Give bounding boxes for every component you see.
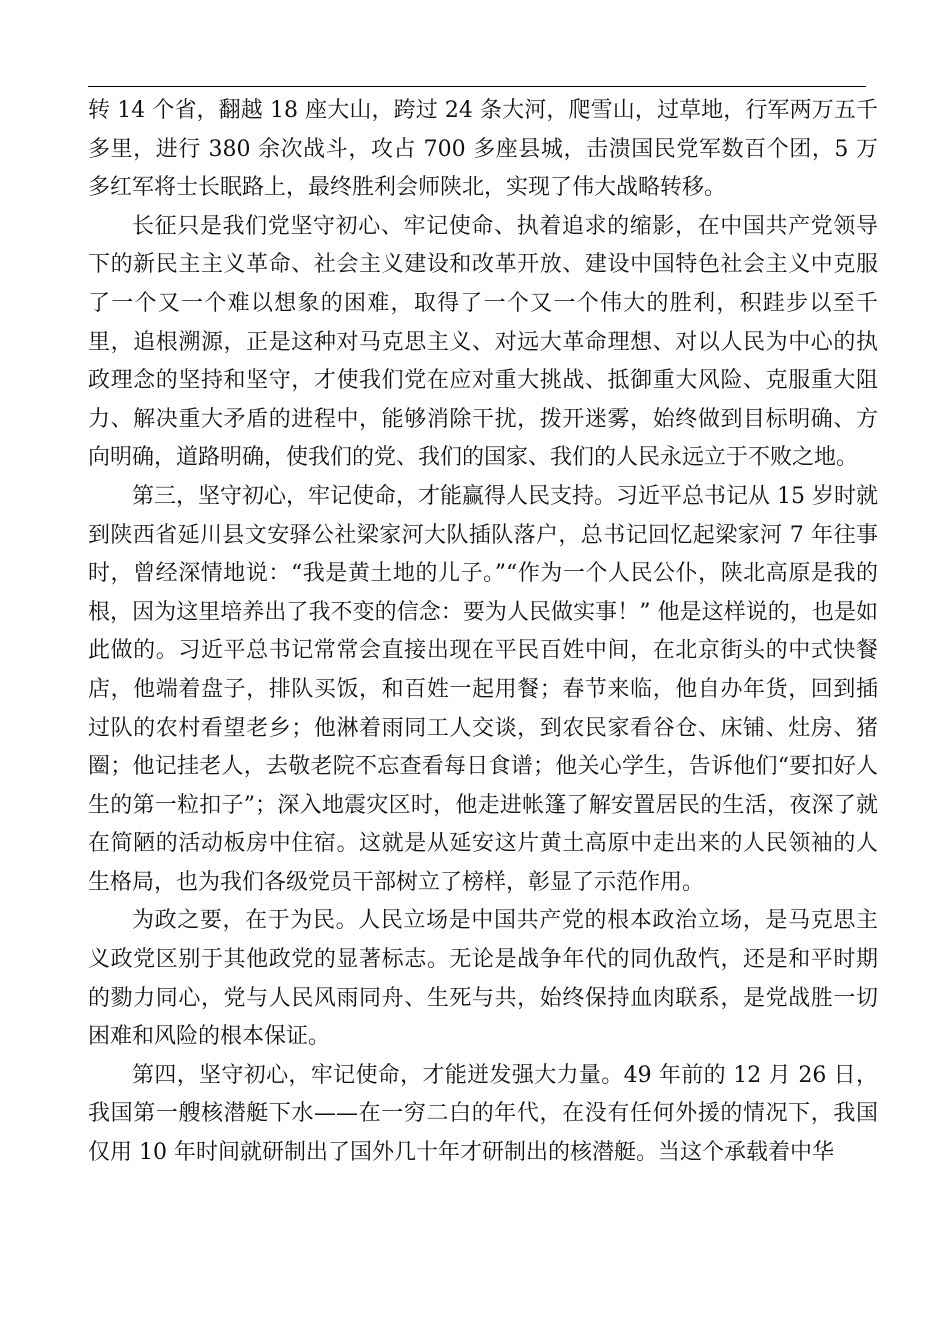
paragraph-long-march-stats: 转 14 个省，翻越 18 座大山，跨过 24 条大河，爬雪山，过草地，行军两万五千多里，进行 380 余次战斗，攻占 700 多座县城，击溃国民党军数百个团，5 万多红军将士长眠路上，最终胜利会师陕北，实现了伟大战略转移。 bbox=[88, 98, 878, 201]
paragraph-long-march-epitome: 长征只是我们党坚守初心、牢记使命、执着追求的缩影，在中国共产党领导下的新民主主义革命、社会主义建设和改革开放、建设中国特色社会主义中克服了一个又一个难以想象的困难，取得了一个又一个伟大的胜利，积跬步以至千里，追根溯源，正是这种对马克思主义、对远大革命理想、对以人民为中心的执政理念的坚持和坚守，才使我们党在应对重大挑战、抵御重大风险、克服重大阻力、解决重大矛盾的进程中，能够消除干扰，拨开迷雾，始终做到目标明确、方向明确，道路明确，使我们的党、我们的国家、我们的人民永远立于不败之地。 bbox=[88, 213, 878, 471]
paragraph-third-point: 第三，坚守初心，牢记使命，才能赢得人民支持。习近平总书记从 15 岁时就到陕西省延川县文安驿公社梁家河大队插队落户，总书记回忆起梁家河 7 年往事时，曾经深情地说：“我是黄土地的儿子。”“作为一个人民公仆，陕北高原是我的根，因为这里培养出了我不变的信念：要为人民做实事！” 他是这样说的，也是如此做的。习近平总书记常常会直接出现在平民百姓中间，在北京街头的中式快餐店，他端着盘子，排队买饭，和百姓一起用餐；春节来临，他自办年货，回到插过队的农村看望老乡；他淋着雨同工人交谈，到农民家看谷仓、床铺、灶房、猪圈；他记挂老人，去敬老院不忘查看每日食谱；他关心学生，告诉他们“要扣好人生的第一粒扣子”；深入地震灾区时，他走进帐篷了解安置居民的生活，夜深了就在简陋的活动板房中住宿。这就是从延安这片黄土高原中走出来的人民领袖的人生格局，也为我们各级党员干部树立了榜样，彰显了示范作用。 bbox=[88, 483, 878, 895]
paragraph-governance-for-people: 为政之要，在于为民。人民立场是中国共产党的根本政治立场，是马克思主义政党区别于其他政党的显著标志。无论是战争年代的同仇敌忾，还是和平时期的勠力同心，党与人民风雨同舟、生死与共，始终保持血肉联系，是党战胜一切困难和风险的根本保证。 bbox=[88, 908, 878, 1050]
header-rule bbox=[88, 86, 866, 87]
paragraph-fourth-point: 第四，坚守初心，牢记使命，才能迸发强大力量。49 年前的 12 月 26 日，我国第一艘核潜艇下水——在一穷二白的年代，在没有任何外援的情况下，我国仅用 10 年时间就研制出了国外几十年才研制出的核潜艇。当这个承载着中华 bbox=[88, 1062, 878, 1166]
document-body bbox=[88, 92, 878, 1173]
